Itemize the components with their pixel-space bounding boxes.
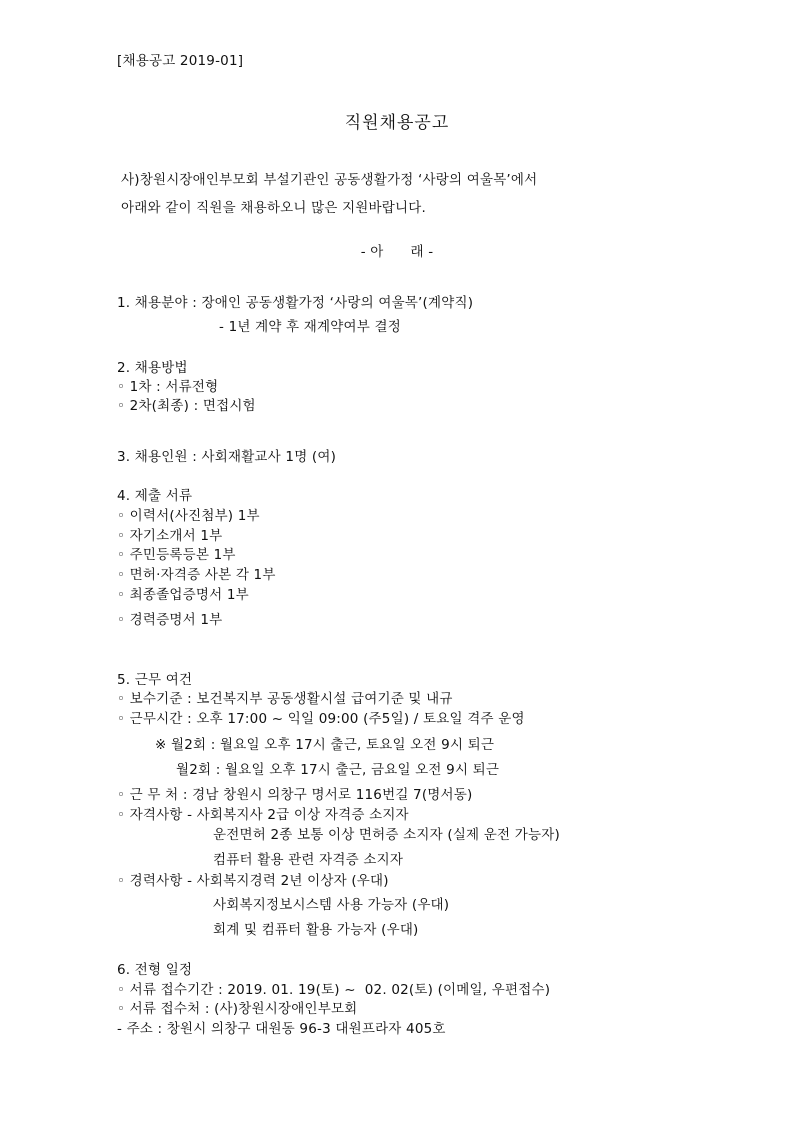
- section4-item: ◦ 경력증명서 1부: [117, 612, 223, 628]
- section6-heading: 6. 전형 일정: [117, 962, 193, 978]
- section6-period: ◦ 서류 접수기간 : 2019. 01. 19(토) ~ 02. 02(토) (이메일, 우편접수): [117, 982, 551, 998]
- page-title: 직원채용공고: [344, 113, 450, 133]
- section4-item: ◦ 면허·자격증 사본 각 1부: [117, 567, 276, 583]
- section5-pay: ◦ 보수기준 : 보건복지부 공동생활시설 급여기준 및 내규: [117, 691, 453, 707]
- section5-heading: 5. 근무 여건: [117, 672, 193, 688]
- section5-note-2: 월2회 : 월요일 오후 17시 출근, 금요일 오전 9시 퇴근: [176, 762, 500, 778]
- section5-hours: ◦ 근무시간 : 오후 17:00 ~ 익일 09:00 (주5일) / 토요일 격주 운영: [117, 711, 525, 727]
- section4-item: ◦ 주민등록등본 1부: [117, 547, 236, 563]
- section5-qualification-2: 운전면허 2종 보통 이상 면허증 소지자 (실제 운전 가능자): [213, 827, 560, 843]
- section5-note-1: ※ 월2회 : 월요일 오후 17시 출근, 토요일 오전 9시 퇴근: [155, 737, 495, 753]
- section5-experience-3: 회계 및 컴퓨터 활용 가능자 (우대): [213, 922, 419, 938]
- section-separator: - 아 래 -: [360, 244, 434, 260]
- section1-recruit-field: 1. 채용분야 : 장애인 공동생활가정 ‘사랑의 여울목’(계약직): [117, 295, 474, 311]
- section6-recipient: ◦ 서류 접수처 : (사)창원시장애인부모회: [117, 1001, 358, 1017]
- document-number: [채용공고 2019-01]: [117, 53, 244, 69]
- section4-item: ◦ 이력서(사진첨부) 1부: [117, 508, 260, 524]
- section5-location: ◦ 근 무 처 : 경남 창원시 의창구 명서로 116번길 7(명서동): [117, 787, 473, 803]
- section5-experience-2: 사회복지정보시스템 사용 가능자 (우대): [213, 897, 450, 913]
- section2-heading: 2. 채용방법: [117, 360, 188, 376]
- intro-line-1: 사)창원시장애인부모회 부설기관인 공동생활가정 ‘사랑의 여울목’에서: [121, 172, 538, 188]
- section4-heading: 4. 제출 서류: [117, 488, 193, 504]
- section2-item: ◦ 2차(최종) : 면접시험: [117, 398, 256, 414]
- section3-headcount: 3. 채용인원 : 사회재활교사 1명 (여): [117, 449, 337, 465]
- intro-line-2: 아래와 같이 직원을 채용하오니 많은 지원바랍니다.: [121, 200, 427, 216]
- section2-item: ◦ 1차 : 서류전형: [117, 379, 219, 395]
- section4-item: ◦ 최종졸업증명서 1부: [117, 587, 249, 603]
- section6-address: - 주소 : 창원시 의창구 대원동 96-3 대원프라자 405호: [117, 1021, 446, 1037]
- section1-contract-note: - 1년 계약 후 재계약여부 결정: [219, 319, 401, 335]
- section5-qualification-3: 컴퓨터 활용 관련 자격증 소지자: [213, 852, 404, 868]
- section5-experience-1: ◦ 경력사항 - 사회복지경력 2년 이상자 (우대): [117, 873, 389, 889]
- section5-qualification-1: ◦ 자격사항 - 사회복지사 2급 이상 자격증 소지자: [117, 807, 409, 823]
- section4-item: ◦ 자기소개서 1부: [117, 528, 223, 544]
